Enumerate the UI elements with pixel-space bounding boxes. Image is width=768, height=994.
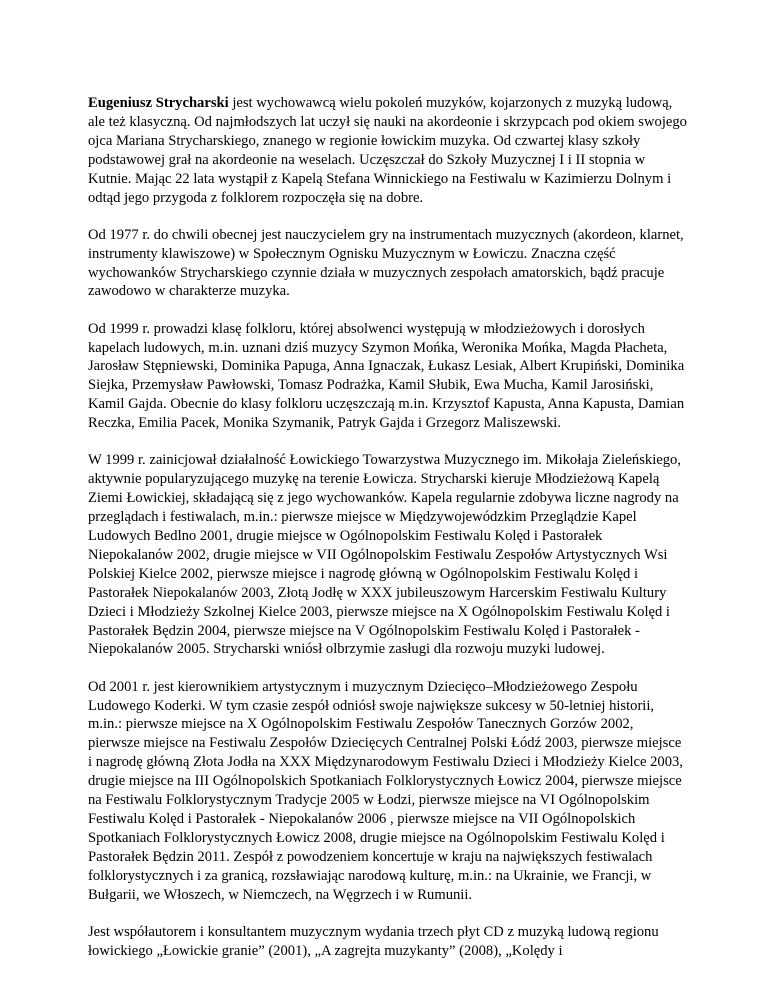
paragraph-intro [88, 94, 688, 207]
document-body [88, 94, 688, 979]
paragraph-text: jest wychowawcą wielu pokoleń muzyków, kojarzonych z muzyką ludową, ale też klasyczną. Od najmłodszych lat uczył się nauki na akordeonie i skrzypcach pod okiem swojego ojca Mariana Strycharskiego, znanego w regionie łowickim muzyka. Od czwartej klasy szkoły podstawowej grał na akordeonie na weselach. Uczęszczał do Szkoły Muzycznej I i II stopnia w Kutnie. Mając 22 lata wystąpił z Kapelą Stefana Winnickiego na Festiwalu w Kazimierzu Dolnym i odtąd jego przygoda z folklorem rozpoczęła się na dobre. [88, 95, 687, 206]
paragraph-cd-releases: Jest współautorem i konsultantem muzycznym wydania trzech płyt CD z muzyką ludową regionu łowickiego „Łowickie granie” (2001), „A zagrejta muzykanty” (2008), „Kolędy i [88, 923, 659, 959]
paragraph-music-society: W 1999 r. zainicjował działalność Łowickiego Towarzystwa Muzycznego im. Mikołaja Zieleńskiego, aktywnie popularyzującego muzykę na terenie Łowicza. Strycharski kieruje Młodzieżową Kapelą Ziemi Łowickiej, składającą się z jego wychowanków. Kapela regularnie zdobywa liczne nagrody na przeglądach i festiwalach, m.in.: pierwsze miejsce w Międzywojewódzkim Przeglądzie Kapel Ludowych Bedlno 2001, drugie miejsce w Ogólnopolskim Festiwalu Kolęd i Pastorałek Niepokalanów 2002, drugie miejsce w VII Ogólnopolskim Festiwalu Zespołów Artystycznych Wsi Polskiej Kielce 2002, pierwsze miejsce i nagrodę główną w Ogólnopolskim Festiwalu Kolęd i Pastorałek Niepokalanów 2003, Złotą Jodłę w XXX jubileuszowym Harcerskim Festiwalu Kultury Dzieci i Młodzieży Szkolnej Kielce 2003, pierwsze miejsce na X Ogólnopolskim Festiwalu Kolęd i Pastorałek Będzin 2004, pierwsze miejsce na V Ogólnopolskim Festiwalu Kolęd i Pastorałek - Niepokalanów 2005. Strycharski wniósł olbrzymie zasługi dla rozwoju muzyki ludowej. [88, 452, 681, 658]
person-name: Eugeniusz Strycharski [88, 95, 229, 111]
paragraph-koderki-ensemble: Od 2001 r. jest kierownikiem artystycznym i muzycznym Dziecięco–Młodzieżowego Zespołu Ludowego Koderki. W tym czasie zespół odniósł swoje największe sukcesy w 50-letniej historii, m.in.: pierwsze miejsce na X Ogólnopolskim Festiwalu Zespołów Tanecznych Gorzów 2002, pierwsze miejsce na Festiwalu Zespołów Dziecięcych Centralnej Polski Łódź 2003, pierwsze miejsce i nagrodę główną Złota Jodła na XXX Międzynarodowym Festiwalu Dzieci i Młodzieży Kielce 2003, drugie miejsce na III Ogólnopolskich Spotkaniach Folklorystycznych Łowicz 2004, pierwsze miejsce na Festiwalu Folklorystycznym Tradycje 2005 w Łodzi, pierwsze miejsce na VI Ogólnopolskim Festiwalu Kolęd i Pastorałek - Niepokalanów 2006 , pierwsze miejsce na VII Ogólnopolskich Spotkaniach Folklorystycznych Łowicz 2008, drugie miejsce na Ogólnopolskim Festiwalu Kolęd i Pastorałek Będzin 2011. Zespół z powodzeniem koncertuje w kraju na największych festiwalach folklorystycznych i za granicą, rozsławiając narodową kulturę, m.in.: na Ukrainie, we Francji, w Bułgarii, we Włoszech, w Niemczech, na Węgrzech i w Rumunii. [88, 678, 683, 903]
paragraph-folklore-class: Od 1999 r. prowadzi klasę folkloru, której absolwenci występują w młodzieżowych i dorosłych kapelach ludowych, m.in. uznani dziś muzycy Szymon Mońka, Weronika Mońka, Magda Płacheta, Jarosław Stępniewski, Dominika Papuga, Anna Ignaczak, Łukasz Lesiak, Albert Krupiński, Dominika Siejka, Przemysław Pawłowski, Tomasz Podrażka, Kamil Słubik, Ewa Mucha, Kamil Jarosiński, Kamil Gajda. Obecnie do klasy folkloru uczęszczają m.in. Krzysztof Kapusta, Anna Kapusta, Damian Reczka, Emilia Pacek, Monika Szymanik, Patryk Gajda i Grzegorz Maliszewski. [88, 320, 685, 432]
paragraph-teaching: Od 1977 r. do chwili obecnej jest nauczycielem gry na instrumentach muzycznych (akordeon, klarnet, instrumenty klawiszowe) w Społecznym Ognisku Muzycznym w Łowiczu. Znaczna część wychowanków Strycharskiego czynnie działa w muzycznych zespołach amatorskich, bądź pracuje zawodowo w charakterze muzyka. [88, 226, 684, 300]
